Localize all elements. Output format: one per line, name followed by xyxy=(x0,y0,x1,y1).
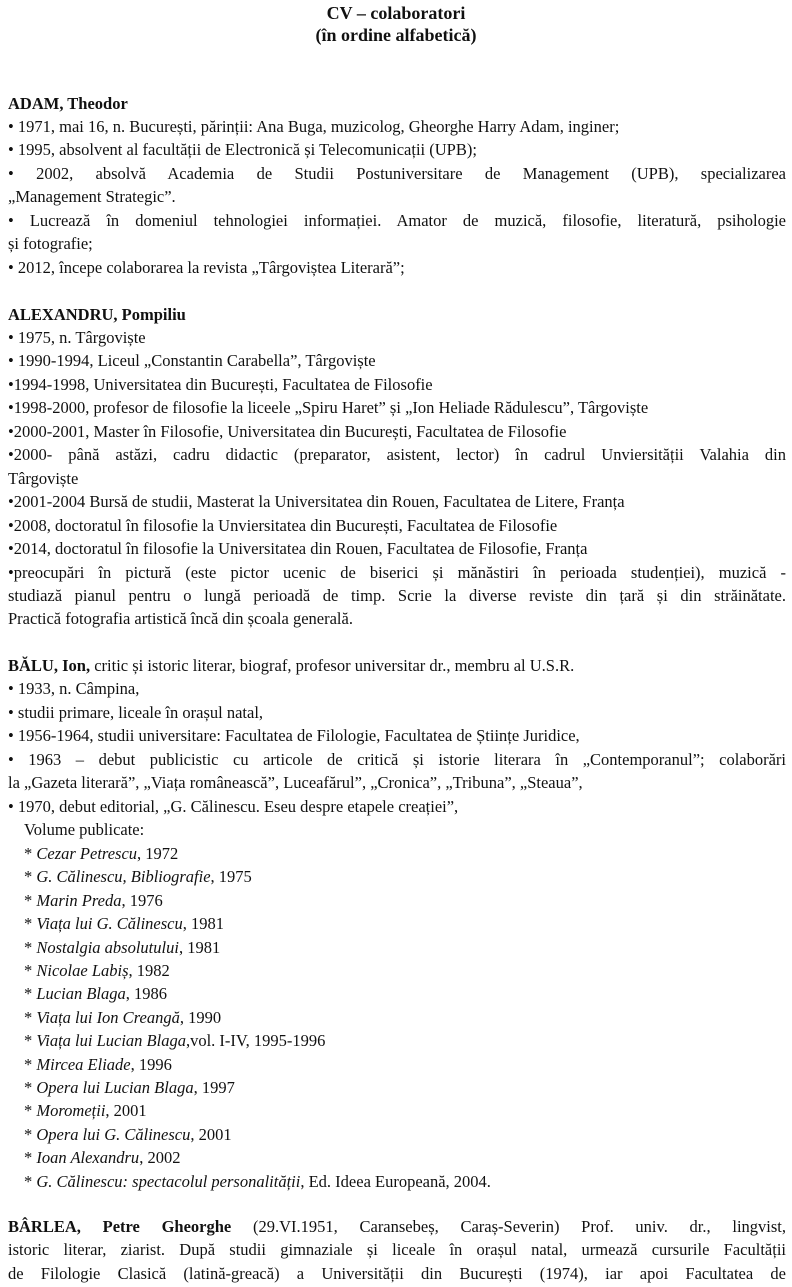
entry-line: istoric literar, ziarist. După studii gimnaziale și liceale în orașul natal, urmează cursurile Facultății xyxy=(8,1240,786,1259)
volume-bullet: * xyxy=(24,1078,37,1097)
volume-item xyxy=(8,865,792,888)
volume-title: Lucian Blaga xyxy=(36,984,126,1004)
volume-title: Nostalgia absolutului xyxy=(36,937,179,957)
volume-item xyxy=(8,1146,792,1169)
volume-title: Mircea Eliade xyxy=(36,1054,131,1074)
volume-item xyxy=(8,1053,792,1076)
volume-bullet: * xyxy=(24,1054,37,1074)
entry-line: Târgoviște xyxy=(8,469,79,488)
volume-title: Viața lui G. Călinescu xyxy=(36,914,183,934)
volume-item xyxy=(8,842,792,865)
entry-line: •2008, doctoratul în filosofie la Unviersitatea din București, Facultatea de Filosofie xyxy=(8,516,558,535)
volume-details: , 1996 xyxy=(130,1054,172,1074)
entry-line: •2001-2004 Bursă de studii, Masterat la Universitatea din Rouen, Facultatea de Litere, Franța xyxy=(8,492,625,511)
volume-title: Opera lui G. Călinescu xyxy=(36,1124,191,1144)
volume-details: , 1997 xyxy=(193,1078,235,1097)
entry-name-barlea: BÂRLEA, Petre Gheorghe xyxy=(8,1217,232,1236)
entry-line: • 1956-1964, studii universitare: Facultatea de Filologie, Facultatea de Științe Juridice, xyxy=(8,726,580,745)
entry-line: •1998-2000, profesor de filosofie la liceele „Spiru Haret” și „Ion Heliade Rădulescu”, Târgoviște xyxy=(8,398,649,417)
volume-item xyxy=(8,1029,792,1052)
entry-line: • studii primare, liceale în orașul natal, xyxy=(8,703,264,722)
entry-intro: critic și istoric literar, biograf, profesor universitar dr., membru al U.S.R. xyxy=(90,656,575,675)
volume-details: , 1972 xyxy=(137,844,179,863)
volume-item xyxy=(8,889,792,912)
entry-line: • 2002, absolvă Academia de Studii Postuniversitare de Management (UPB), specializarea xyxy=(8,164,786,183)
volume-details: , 1981 xyxy=(182,914,224,934)
volume-bullet: * xyxy=(24,1171,37,1191)
volume-title: G. Călinescu: spectacolul personalității xyxy=(36,1171,301,1191)
volume-details: ,vol. I-IV, 1995-1996 xyxy=(185,1031,326,1051)
volume-item xyxy=(8,936,792,959)
volume-title: Marin Preda xyxy=(36,890,122,910)
entry-line: • 1971, mai 16, n. București, părinții: Ana Buga, muzicolog, Gheorghe Harry Adam, inginer; xyxy=(8,117,620,136)
page-title xyxy=(0,2,792,25)
page-subtitle xyxy=(0,24,792,47)
entry-line: • 1995, absolvent al facultății de Electronică și Telecomunicații (UPB); xyxy=(8,140,477,159)
volume-bullet: * xyxy=(24,1124,37,1144)
entry-heading-barlea xyxy=(8,1215,786,1238)
entry-line: și fotografie; xyxy=(8,234,93,253)
volume-bullet: * xyxy=(24,1148,37,1168)
volume-bullet: * xyxy=(24,914,37,934)
volume-item xyxy=(8,1170,792,1193)
volume-bullet: * xyxy=(24,1031,37,1051)
volume-details: , 1976 xyxy=(121,890,163,910)
volumes-label: Volume publicate: xyxy=(24,820,145,839)
volume-item xyxy=(8,982,792,1005)
volume-bullet: * xyxy=(24,1007,37,1027)
volume-details: , 1975 xyxy=(210,867,252,887)
volume-title: Nicolae Labiș xyxy=(36,961,129,980)
volume-title: Cezar Petrescu xyxy=(36,844,138,863)
volume-bullet: * xyxy=(24,984,37,1004)
entry-line: •preocupări în pictură (este pictor ucenic de biserici și mănăstiri în perioada studenției), muzică - xyxy=(8,563,786,582)
entry-line: la „Gazeta literară”, „Viața românească”, Luceafărul”, „Cronica”, „Tribuna”, „Steaua”, xyxy=(8,773,583,792)
entry-line: •2000- până astăzi, cadru didactic (preparator, asistent, lector) în cadrul Unviersității Valahia din xyxy=(8,445,786,464)
volume-bullet: * xyxy=(24,890,37,910)
entry-line: • 1933, n. Câmpina, xyxy=(8,679,140,698)
volume-details: , 2002 xyxy=(139,1148,181,1168)
entry-line: • 1990-1994, Liceul „Constantin Carabella”, Târgoviște xyxy=(8,351,376,370)
title-text: CV – colaboratori xyxy=(326,3,466,23)
entry-line: • 1963 – debut publicistic cu articole de critică și istorie literara în „Contemporanul”; colaborări xyxy=(8,750,786,769)
volume-title: Viața lui Ion Creangă xyxy=(36,1007,180,1027)
entry-line: •2014, doctoratul în filosofie la Universitatea din Rouen, Facultatea de Filosofie, Franța xyxy=(8,539,588,558)
volume-details: , 2001 xyxy=(190,1124,232,1144)
entry-line: Practică fotografia artistică încă din școala generală. xyxy=(8,609,353,628)
volume-bullet: * xyxy=(24,844,37,863)
volume-title: Ioan Alexandru xyxy=(36,1148,140,1168)
entry-intro: (29.VI.1951, Caransebeș, Caraș-Severin) Prof. univ. dr., lingvist, xyxy=(231,1217,786,1236)
volume-details: , 2001 xyxy=(105,1101,147,1121)
entry-line: • 1975, n. Târgoviște xyxy=(8,328,146,347)
entry-name-balu: BĂLU, Ion, xyxy=(8,656,91,675)
volume-details: , 1981 xyxy=(178,937,221,957)
volume-title: Viața lui Lucian Blaga xyxy=(36,1031,186,1051)
volume-item xyxy=(8,959,792,982)
subtitle-text: (în ordine alfabetică) xyxy=(315,25,477,45)
volume-bullet: * xyxy=(24,1101,37,1121)
volume-item xyxy=(8,1123,792,1146)
volume-title: Moromeții xyxy=(36,1101,106,1121)
entry-line: •2000-2001, Master în Filosofie, Universitatea din București, Facultatea de Filosofie xyxy=(8,422,567,441)
entry-line: „Management Strategic”. xyxy=(8,187,176,206)
entry-line: de Filologie Clasică (latină-greacă) a Universității din București (1974), iar apoi Facultatea de xyxy=(8,1264,786,1283)
volume-item xyxy=(8,1006,792,1029)
volume-item xyxy=(8,1076,792,1099)
volume-details: , 1986 xyxy=(125,984,167,1004)
entry-line: studiază pianul pentru o lungă perioadă de timp. Scrie la diverse reviste din țară și din străinătate. xyxy=(8,586,786,605)
volume-item xyxy=(8,912,792,935)
volume-details: , Ed. Ideea Europeană, 2004. xyxy=(300,1171,491,1191)
entry-name-alexandru: ALEXANDRU, Pompiliu xyxy=(8,305,186,324)
entry-line: •1994-1998, Universitatea din București, Facultatea de Filosofie xyxy=(8,375,433,394)
volume-bullet: * xyxy=(24,961,37,980)
volume-details: , 1990 xyxy=(179,1007,222,1027)
volume-details: , 1982 xyxy=(128,961,170,980)
entry-line: • 2012, începe colaborarea la revista „Târgoviștea Literară”; xyxy=(8,258,405,277)
volume-title: Opera lui Lucian Blaga xyxy=(36,1078,194,1097)
entry-name-adam: ADAM, Theodor xyxy=(8,94,128,113)
volume-bullet: * xyxy=(24,937,37,957)
volume-item xyxy=(8,1099,792,1122)
volume-title: G. Călinescu, Bibliografie xyxy=(36,867,211,887)
volume-bullet: * xyxy=(24,867,37,887)
entry-line: • 1970, debut editorial, „G. Călinescu. Eseu despre etapele creației”, xyxy=(8,797,459,816)
entry-heading-balu xyxy=(8,654,786,677)
entry-line: • Lucrează în domeniul tehnologiei informației. Amator de muzică, filosofie, literatură, psihologie xyxy=(8,211,786,230)
